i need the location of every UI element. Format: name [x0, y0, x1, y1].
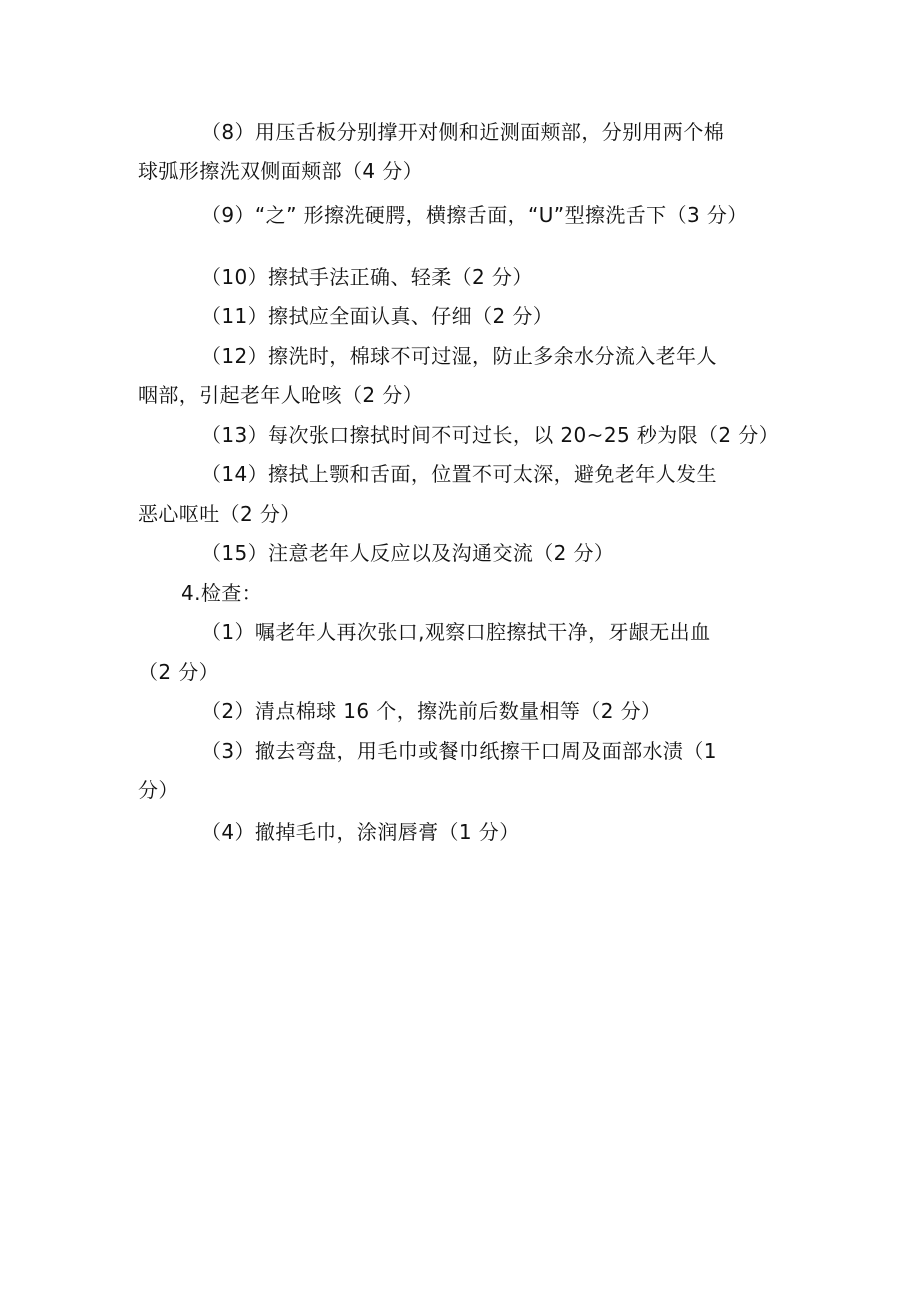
item-15-line-1: （15）注意老年人反应以及沟通交流（2 分） [201, 541, 615, 565]
item-14-line-2: 恶心呕吐（2 分） [138, 502, 301, 526]
item-9-line-1: （9）“之” 形擦洗硬腭，横擦舌面，“U”型擦洗舌下（3 分） [201, 203, 748, 227]
item-10-line-1: （10）擦拭手法正确、轻柔（2 分） [201, 265, 533, 289]
item-14-line-1: （14）擦拭上颚和舌面，位置不可太深，避免老年人发生 [201, 462, 717, 486]
section-4-heading: 4.检查： [181, 581, 263, 605]
item-13-line-1: （13）每次张口擦拭时间不可过长，以 20~25 秒为限（2 分） [201, 423, 780, 447]
check-item-3-line-2: 分） [138, 778, 179, 802]
check-item-1-line-2: （2 分） [138, 660, 220, 684]
check-item-4-line-1: （4）撤掉毛巾，涂润唇膏（1 分） [201, 820, 520, 844]
check-item-3-line-1: （3）撤去弯盘，用毛巾或餐巾纸擦干口周及面部水渍（1 [201, 739, 717, 763]
item-8-line-1: （8）用压舌板分别撑开对侧和近测面颊部，分别用两个棉 [201, 120, 725, 144]
item-12-line-1: （12）擦洗时，棉球不可过湿，防止多余水分流入老年人 [201, 344, 717, 368]
check-item-2-line-1: （2）清点棉球 16 个，擦洗前后数量相等（2 分） [201, 699, 662, 723]
check-item-1-line-1: （1）嘱老年人再次张口,观察口腔擦拭干净，牙龈无出血 [201, 620, 711, 644]
item-8-line-2: 球弧形擦洗双侧面颊部（4 分） [138, 159, 424, 183]
item-11-line-1: （11）擦拭应全面认真、仔细（2 分） [201, 304, 554, 328]
item-12-line-2: 咽部，引起老年人呛咳（2 分） [138, 383, 424, 407]
